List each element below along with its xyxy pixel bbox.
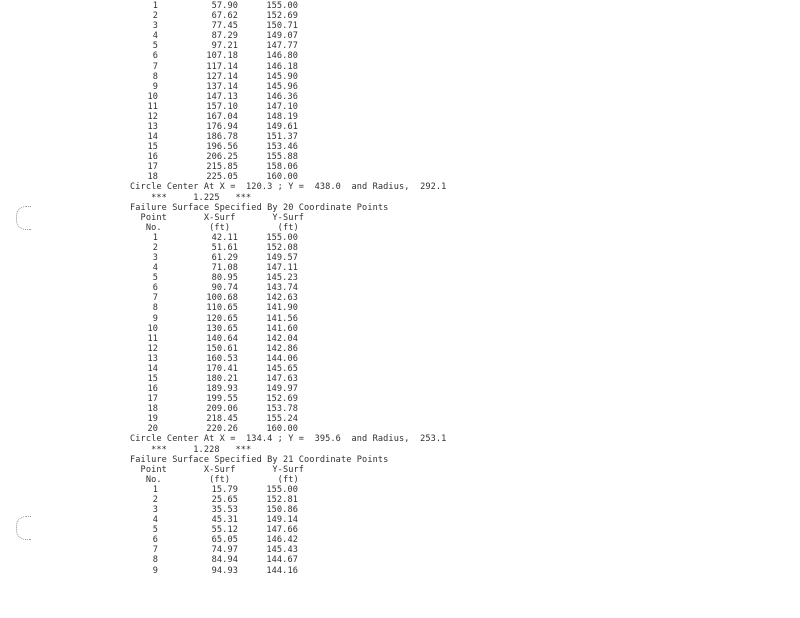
x-surf-value: 117.14	[206, 61, 238, 72]
table-header-units-text: No. (ft) (ft)	[130, 222, 299, 233]
x-surf-value: 127.14	[206, 71, 238, 82]
x-surf-value: 57.90	[211, 1, 238, 11]
point-number: 10	[147, 91, 158, 102]
y-surf-value: 149.97	[266, 384, 298, 394]
point-number: 2	[152, 494, 158, 505]
y-surf-value: 155.24	[266, 414, 298, 425]
point-number: 8	[152, 71, 158, 82]
point-number: 19	[147, 414, 158, 425]
table-row	[0, 243, 800, 253]
point-number: 20	[147, 424, 158, 435]
point-number: 7	[152, 545, 158, 556]
factor-of-safety-line-text: *** 1.225 ***	[130, 192, 252, 203]
x-surf-value: 170.41	[206, 363, 238, 374]
x-surf-value: 55.12	[211, 525, 238, 536]
circle-center-line	[0, 182, 800, 192]
point-number: 1	[152, 1, 158, 11]
x-surf-value: 215.85	[206, 162, 238, 173]
circle-center-line	[0, 434, 800, 444]
table-row	[0, 102, 800, 112]
point-number: 3	[152, 253, 158, 263]
point-number: 3	[152, 21, 158, 32]
x-surf-value: 225.05	[206, 172, 238, 183]
circle-center-line-text: Circle Center At X = 120.3 ; Y = 438.0 and Radius, 292.1	[130, 182, 447, 193]
y-surf-value: 141.60	[266, 323, 298, 334]
table-row	[0, 31, 800, 41]
table-row	[0, 314, 800, 324]
y-surf-value: 155.00	[266, 1, 298, 11]
x-surf-value: 87.29	[211, 31, 238, 42]
x-surf-value: 42.11	[211, 232, 238, 243]
y-surf-value: 160.00	[266, 172, 298, 183]
point-number: 14	[147, 363, 158, 374]
y-surf-value: 145.96	[266, 81, 298, 92]
x-surf-value: 84.94	[211, 555, 238, 566]
y-surf-value: 150.86	[266, 505, 298, 515]
x-surf-value: 67.62	[211, 11, 238, 22]
table-row	[0, 303, 800, 313]
point-number: 7	[152, 293, 158, 304]
point-number: 13	[147, 353, 158, 364]
x-surf-value: 94.93	[211, 565, 238, 576]
x-surf-value: 100.68	[206, 293, 238, 304]
table-row	[0, 283, 800, 293]
table-row	[0, 566, 800, 576]
y-surf-value: 144.67	[266, 555, 298, 566]
y-surf-value: 150.71	[266, 21, 298, 32]
table-header-columns	[0, 465, 800, 475]
table-row	[0, 485, 800, 495]
table-row	[0, 525, 800, 535]
table-row	[0, 495, 800, 505]
table-row	[0, 162, 800, 172]
y-surf-value: 147.11	[266, 263, 298, 274]
point-number: 9	[152, 565, 158, 576]
point-number: 12	[147, 343, 158, 354]
point-number: 9	[152, 81, 158, 92]
point-number: 4	[152, 31, 158, 42]
table-row	[0, 404, 800, 414]
y-surf-value: 149.14	[266, 515, 298, 526]
point-number: 1	[152, 484, 158, 495]
point-number: 18	[147, 172, 158, 183]
y-surf-value: 146.36	[266, 91, 298, 102]
table-row	[0, 364, 800, 374]
point-number: 7	[152, 61, 158, 72]
x-surf-value: 189.93	[206, 384, 238, 394]
point-number: 8	[152, 303, 158, 314]
y-surf-value: 145.43	[266, 545, 298, 556]
failure-surface-title	[0, 455, 800, 465]
y-surf-value: 145.23	[266, 273, 298, 284]
y-surf-value: 144.16	[266, 565, 298, 576]
table-row	[0, 112, 800, 122]
y-surf-value: 158.06	[266, 162, 298, 173]
x-surf-value: 160.53	[206, 353, 238, 364]
y-surf-value: 153.46	[266, 142, 298, 153]
x-surf-value: 157.10	[206, 101, 238, 112]
table-row	[0, 51, 800, 61]
point-number: 17	[147, 394, 158, 405]
table-row	[0, 233, 800, 243]
x-surf-value: 150.61	[206, 343, 238, 354]
y-surf-value: 146.42	[266, 535, 298, 546]
factor-of-safety-line	[0, 193, 800, 203]
point-number: 1	[152, 232, 158, 243]
point-number: 5	[152, 525, 158, 536]
table-row	[0, 334, 800, 344]
x-surf-value: 15.79	[211, 484, 238, 495]
table-header-units-text: No. (ft) (ft)	[130, 474, 299, 485]
y-surf-value: 152.81	[266, 494, 298, 505]
table-row	[0, 1, 800, 11]
x-surf-value: 35.53	[211, 505, 238, 515]
point-number: 15	[147, 374, 158, 384]
point-number: 4	[152, 263, 158, 274]
table-row	[0, 344, 800, 354]
y-surf-value: 155.88	[266, 152, 298, 163]
x-surf-value: 80.95	[211, 273, 238, 284]
y-surf-value: 160.00	[266, 424, 298, 435]
x-surf-value: 45.31	[211, 515, 238, 526]
table-row	[0, 555, 800, 565]
y-surf-value: 147.63	[266, 374, 298, 384]
y-surf-value: 152.69	[266, 394, 298, 405]
table-row	[0, 72, 800, 82]
table-row	[0, 273, 800, 283]
x-surf-value: 77.45	[211, 21, 238, 32]
x-surf-value: 97.21	[211, 41, 238, 52]
point-number: 3	[152, 505, 158, 515]
point-number: 15	[147, 142, 158, 153]
y-surf-value: 142.63	[266, 293, 298, 304]
point-number: 8	[152, 555, 158, 566]
x-surf-value: 186.78	[206, 132, 238, 142]
y-surf-value: 155.00	[266, 484, 298, 495]
point-number: 16	[147, 152, 158, 163]
table-header-units	[0, 223, 800, 233]
point-number: 6	[152, 51, 158, 62]
x-surf-value: 140.64	[206, 333, 238, 344]
x-surf-value: 209.06	[206, 404, 238, 415]
point-number: 6	[152, 535, 158, 546]
x-surf-value: 90.74	[211, 283, 238, 294]
x-surf-value: 167.04	[206, 111, 238, 122]
table-row	[0, 535, 800, 545]
x-surf-value: 196.56	[206, 142, 238, 153]
point-number: 6	[152, 283, 158, 294]
table-row	[0, 324, 800, 334]
y-surf-value: 152.08	[266, 242, 298, 253]
table-row	[0, 122, 800, 132]
point-number: 2	[152, 11, 158, 22]
point-number: 11	[147, 333, 158, 344]
y-surf-value: 148.19	[266, 111, 298, 122]
y-surf-value: 149.07	[266, 31, 298, 42]
y-surf-value: 146.80	[266, 51, 298, 62]
x-surf-value: 180.21	[206, 374, 238, 384]
table-row	[0, 293, 800, 303]
table-row	[0, 142, 800, 152]
table-row	[0, 505, 800, 515]
point-number: 10	[147, 323, 158, 334]
y-surf-value: 146.18	[266, 61, 298, 72]
table-header-units	[0, 475, 800, 485]
y-surf-value: 141.90	[266, 303, 298, 314]
table-header-columns-text: Point X-Surf Y-Surf	[130, 212, 305, 223]
point-number: 9	[152, 313, 158, 324]
y-surf-value: 144.06	[266, 353, 298, 364]
y-surf-value: 142.86	[266, 343, 298, 354]
x-surf-value: 107.18	[206, 51, 238, 62]
table-row	[0, 354, 800, 364]
y-surf-value: 152.69	[266, 11, 298, 22]
table-row	[0, 263, 800, 273]
y-surf-value: 149.61	[266, 122, 298, 132]
table-row	[0, 414, 800, 424]
x-surf-value: 51.61	[211, 242, 238, 253]
x-surf-value: 120.65	[206, 313, 238, 324]
x-surf-value: 61.29	[211, 253, 238, 263]
table-row	[0, 41, 800, 51]
x-surf-value: 130.65	[206, 323, 238, 334]
x-surf-value: 218.45	[206, 414, 238, 425]
table-header-columns	[0, 213, 800, 223]
table-row	[0, 374, 800, 384]
x-surf-value: 206.25	[206, 152, 238, 163]
table-row	[0, 253, 800, 263]
table-row	[0, 424, 800, 434]
x-surf-value: 137.14	[206, 81, 238, 92]
table-row	[0, 21, 800, 31]
point-number: 2	[152, 242, 158, 253]
table-row	[0, 384, 800, 394]
point-number: 12	[147, 111, 158, 122]
table-row	[0, 92, 800, 102]
x-surf-value: 176.94	[206, 122, 238, 132]
y-surf-value: 153.78	[266, 404, 298, 415]
point-number: 17	[147, 162, 158, 173]
table-row	[0, 172, 800, 182]
table-row	[0, 62, 800, 72]
point-number: 5	[152, 273, 158, 284]
failure-surface-title-text: Failure Surface Specified By 20 Coordinate Points	[130, 202, 389, 213]
x-surf-value: 65.05	[211, 535, 238, 546]
y-surf-value: 145.90	[266, 71, 298, 82]
point-number: 13	[147, 122, 158, 132]
point-number: 4	[152, 515, 158, 526]
failure-surface-title	[0, 203, 800, 213]
factor-of-safety-line	[0, 445, 800, 455]
point-number: 16	[147, 384, 158, 394]
y-surf-value: 151.37	[266, 132, 298, 142]
point-number: 18	[147, 404, 158, 415]
point-number: 5	[152, 41, 158, 52]
x-surf-value: 74.97	[211, 545, 238, 556]
circle-center-line-text: Circle Center At X = 134.4 ; Y = 395.6 and Radius, 253.1	[130, 434, 447, 445]
y-surf-value: 155.00	[266, 232, 298, 243]
y-surf-value: 147.77	[266, 41, 298, 52]
factor-of-safety-line-text: *** 1.228 ***	[130, 444, 252, 455]
y-surf-value: 142.04	[266, 333, 298, 344]
point-number: 11	[147, 101, 158, 112]
x-surf-value: 147.13	[206, 91, 238, 102]
table-row	[0, 82, 800, 92]
table-row	[0, 132, 800, 142]
table-row	[0, 515, 800, 525]
x-surf-value: 220.26	[206, 424, 238, 435]
table-header-columns-text: Point X-Surf Y-Surf	[130, 464, 305, 475]
y-surf-value: 147.10	[266, 101, 298, 112]
y-surf-value: 149.57	[266, 253, 298, 263]
failure-surface-title-text: Failure Surface Specified By 21 Coordinate Points	[130, 454, 389, 465]
table-row	[0, 545, 800, 555]
x-surf-value: 25.65	[211, 494, 238, 505]
x-surf-value: 110.65	[206, 303, 238, 314]
table-row	[0, 152, 800, 162]
x-surf-value: 199.55	[206, 394, 238, 405]
punch-hole-mark-top	[16, 206, 31, 230]
y-surf-value: 141.56	[266, 313, 298, 324]
x-surf-value: 71.08	[211, 263, 238, 274]
y-surf-value: 143.74	[266, 283, 298, 294]
y-surf-value: 145.65	[266, 363, 298, 374]
point-number: 14	[147, 132, 158, 142]
y-surf-value: 147.66	[266, 525, 298, 536]
table-row	[0, 11, 800, 21]
punch-hole-mark-bottom	[16, 516, 31, 540]
table-row	[0, 394, 800, 404]
